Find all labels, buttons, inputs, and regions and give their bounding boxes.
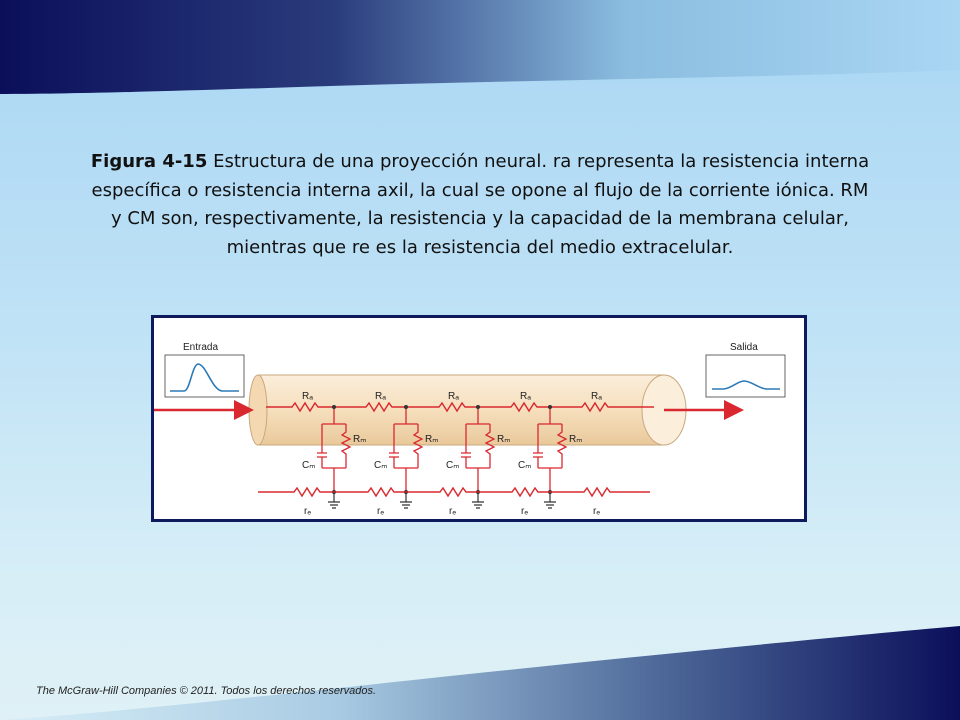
circuit-diagram — [154, 318, 804, 519]
axial-resistor-label: Rₐ — [591, 391, 602, 402]
output-signal-box — [706, 355, 785, 397]
membrane-resistor-label: Rₘ — [569, 434, 583, 445]
top-swoosh — [0, 0, 960, 94]
membrane-capacitor-label: Cₘ — [446, 460, 460, 471]
external-resistor-label: rₑ — [521, 506, 529, 517]
membrane-resistor-label: Rₘ — [497, 434, 511, 445]
membrane-capacitor-label: Cₘ — [518, 460, 532, 471]
membrane-resistor-label: Rₘ — [353, 434, 367, 445]
membrane-capacitor-label: Cₘ — [374, 460, 388, 471]
input-label: Entrada — [183, 342, 219, 353]
membrane-resistor-label: Rₘ — [425, 434, 439, 445]
external-circuit — [258, 488, 650, 496]
external-resistor-label: rₑ — [449, 506, 457, 517]
axon-left-end — [249, 375, 267, 445]
external-resistor-label: rₑ — [304, 506, 312, 517]
copyright-footer: The McGraw-Hill Companies © 2011. Todos los derechos reservados. — [36, 685, 377, 697]
figure-label: Figura 4-15 — [90, 151, 208, 172]
figure-caption — [90, 148, 870, 262]
external-resistor-label: rₑ — [593, 506, 601, 517]
axial-resistor-label: Rₐ — [448, 391, 459, 402]
caption-text: Estructura de una proyección neural. ra representa la resistencia interna específica o resistencia interna axil, la cual se opone al flujo de la corriente iónica. RM y CM son, respectivamente, la resistencia y la capacidad de la membrana celular, mientras que re es la resistencia del medio extracelular. — [91, 151, 870, 258]
axial-resistor-label: Rₐ — [520, 391, 531, 402]
axon-cylinder — [258, 375, 664, 445]
output-label: Salida — [730, 342, 758, 353]
axial-resistor-label: Rₐ — [302, 391, 313, 402]
external-resistor-label: rₑ — [377, 506, 385, 517]
membrane-capacitor-label: Cₘ — [302, 460, 316, 471]
neural-circuit-figure — [151, 315, 807, 522]
bottom-swoosh — [0, 626, 960, 720]
axial-resistor-label: Rₐ — [375, 391, 386, 402]
